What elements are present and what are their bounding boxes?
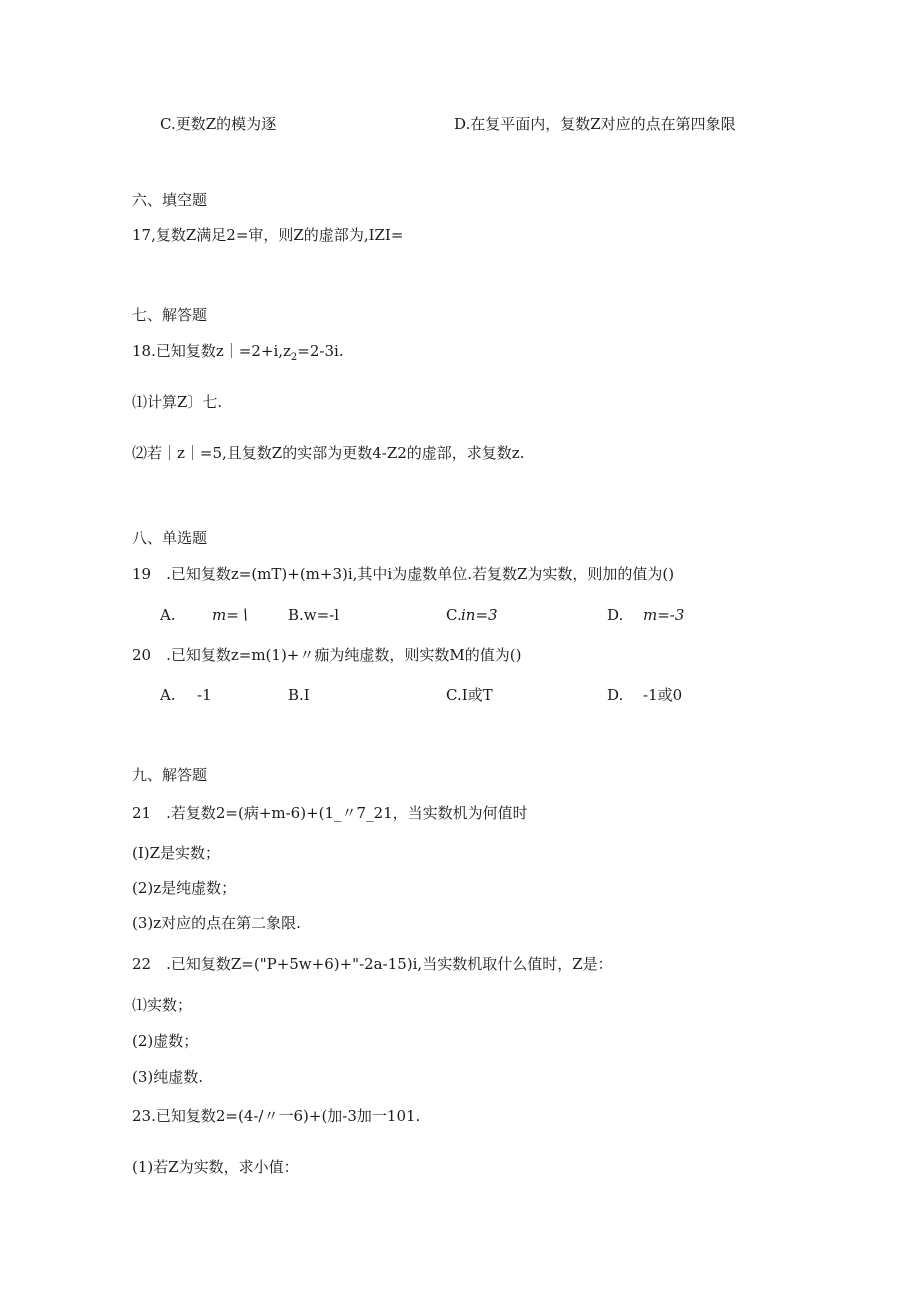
question-18-stem (132, 341, 344, 361)
question-22-part-3: (3)纯虚数. (132, 1068, 204, 1086)
question-21-part-3: (3)z对应的点在第二象限. (132, 914, 301, 932)
question-20-option-a-value: -1 (197, 686, 212, 704)
question-22-part-1: ⑴实数； (132, 996, 193, 1014)
section-heading-single-choice: 八、单选题 (132, 529, 208, 547)
question-22-stem: 22 .已知复数Z=("P+5w+6)+"-2a-15)i,当实数机取什么值时，Z是： (132, 955, 613, 973)
question-18-stem-b: =2-3i. (297, 342, 344, 360)
question-18-stem-a: 18.已知复数z｜=2+i,z (132, 342, 291, 360)
option-d-top: D.在复平面内，复数Z对应的点在第四象限 (454, 115, 736, 133)
question-22-part-2: (2)虚数； (132, 1032, 199, 1050)
question-18-part-1: ⑴计算Z〕七. (132, 393, 223, 411)
question-18-subscript: 2 (290, 352, 298, 363)
question-19-option-d-label: D. (607, 606, 624, 624)
question-23-part-1: (1)若Z为实数，求小值： (132, 1158, 299, 1176)
question-19-option-b: B.w=-l (288, 606, 340, 624)
question-20-option-a-label: A. (160, 686, 176, 704)
question-19-option-c-value: in=3 (461, 606, 498, 624)
question-21-part-1: (I)Z是实数； (132, 844, 221, 862)
question-20-option-c: C.I或T (446, 686, 493, 704)
question-20-option-d-label: D. (607, 686, 624, 704)
question-19-option-d-value: m=-3 (643, 606, 685, 624)
question-19-stem: 19 .已知复数z=(mT)+(m+3)i,其中i为虚数单位.若复数Z为实数，则加的值为() (132, 565, 675, 583)
question-19-option-a-label: A. (160, 606, 176, 624)
section-heading-answer-2: 九、解答题 (132, 766, 208, 784)
question-21-stem: 21 .若复数2=(病+m-6)+(1_〃7_21，当实数机为何值时 (132, 804, 528, 822)
question-19-option-a-value: m=∖ (212, 606, 249, 624)
question-20-stem: 20 .已知复数z=m(1)+〃痂为纯虚数，则实数M的值为() (132, 646, 522, 664)
question-17: 17,复数Z满足2=审，则Z的虚部为,IZI= (132, 226, 404, 244)
question-23-stem: 23.已知复数2=(4-/〃一6)+(加-3加一101. (132, 1107, 421, 1125)
question-19-option-c-label: C. (446, 606, 462, 624)
question-21-part-2: (2)z是纯虚数； (132, 879, 237, 897)
question-20-option-b: B.I (288, 686, 310, 704)
option-c-top: C.更数Z的模为逐 (160, 115, 277, 133)
section-heading-fill-blank: 六、填空题 (132, 191, 208, 209)
question-20-option-d-value: -1或0 (643, 686, 683, 704)
section-heading-answer-1: 七、解答题 (132, 306, 208, 324)
question-18-part-2: ⑵若｜z｜=5,且复数Z的实部为更数4-Z2的虚部，求复数z. (132, 444, 525, 462)
